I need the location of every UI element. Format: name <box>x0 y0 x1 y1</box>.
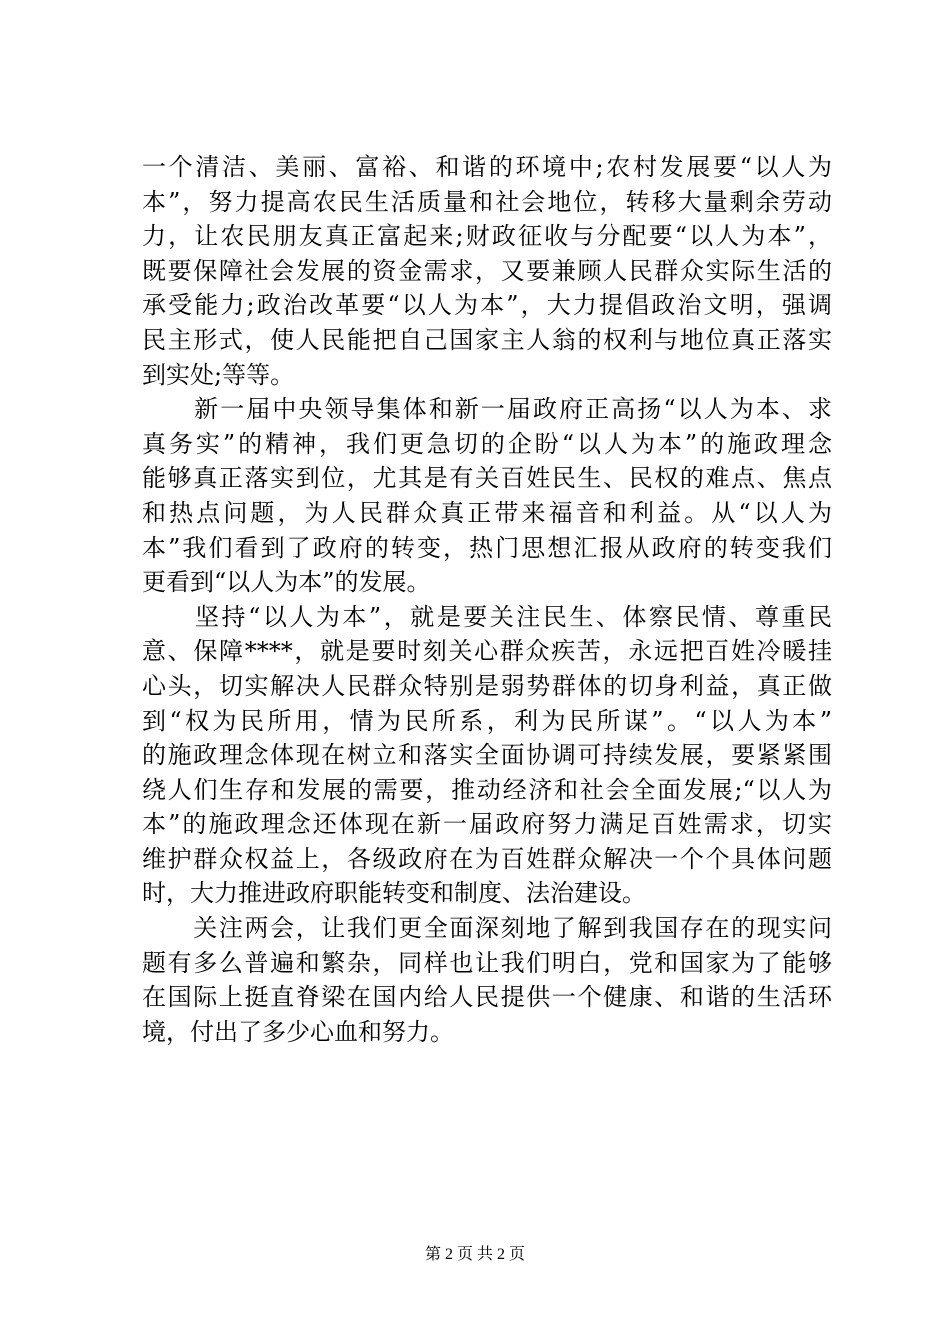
text-line: 既要保障社会发展的资金需求，又要兼顾人民群众实际生活的 <box>142 256 832 285</box>
text-line: 力，让农民朋友真正富起来;财政征收与分配要“以人为本”， <box>142 222 832 251</box>
paragraph-2 <box>142 392 832 600</box>
paragraph-4 <box>142 911 832 1049</box>
text-line: 到“权为民所用，情为民所系，利为民所谋”。“以人为本” <box>142 706 832 735</box>
text-line: 真务实”的精神，我们更急切的企盼“以人为本”的施政理念 <box>142 429 832 458</box>
text-line: 一个清洁、美丽、富裕、和谐的环境中;农村发展要“以人为 <box>142 153 832 181</box>
text-line: 关注两会，让我们更全面深刻地了解到我国存在的现实问 <box>142 914 832 943</box>
text-line: 更看到“以人为本”的发展。 <box>142 568 431 597</box>
text-line: 的施政理念体现在树立和落实全面协调可持续发展，要紧紧围 <box>142 741 832 770</box>
page-number-footer: 第 2 页 共 2 页 <box>424 1246 525 1263</box>
text-line: 和热点问题，为人民群众真正带来福音和利益。从“以人为 <box>142 498 832 527</box>
text-line: 绕人们生存和发展的需要，推动经济和社会全面发展;“以人为 <box>142 775 832 804</box>
text-line: 新一届中央领导集体和新一届政府正高扬“以人为本、求 <box>142 395 832 424</box>
text-line: 在国际上挺直脊梁在国内给人民提供一个健康、和谐的生活环 <box>142 983 832 1012</box>
text-line: 能够真正落实到位，尤其是有关百姓民生、民权的难点、焦点 <box>142 464 832 493</box>
text-line: 承受能力;政治改革要“以人为本”，大力提倡政治文明，强调 <box>142 291 832 320</box>
text-line: 坚持“以人为本”，就是要关注民生、体察民情、尊重民 <box>142 602 832 631</box>
document-body <box>142 150 832 1049</box>
text-line: 民主形式，使人民能把自己国家主人翁的权利与地位真正落实 <box>142 325 832 354</box>
text-line: 本”我们看到了政府的转变，热门思想汇报从政府的转变我们 <box>142 533 832 562</box>
text-line: 时，大力推进政府职能转变和制度、法治建设。 <box>142 879 646 908</box>
text-line: 到实处;等等。 <box>142 360 295 389</box>
text-line: 本”的施政理念还体现在新一届政府努力满足百姓需求，切实 <box>142 810 832 839</box>
text-line: 题有多么普遍和繁杂，同样也让我们明白，党和国家为了能够 <box>142 948 832 977</box>
text-line: 境，付出了多少心血和努力。 <box>142 1017 454 1046</box>
text-line: 维护群众权益上，各级政府在为百姓群众解决一个个具体问题 <box>142 844 832 873</box>
text-line: 心头，切实解决人民群众特别是弱势群体的切身利益，真正做 <box>142 671 832 700</box>
paragraph-3 <box>142 600 832 911</box>
text-line: 本”，努力提高农民生活质量和社会地位，转移大量剩余劳动 <box>142 187 832 216</box>
paragraph-1 <box>142 150 832 392</box>
text-line: 意、保障****，就是要时刻关心群众疾苦，永远把百姓冷暖挂 <box>142 637 832 666</box>
